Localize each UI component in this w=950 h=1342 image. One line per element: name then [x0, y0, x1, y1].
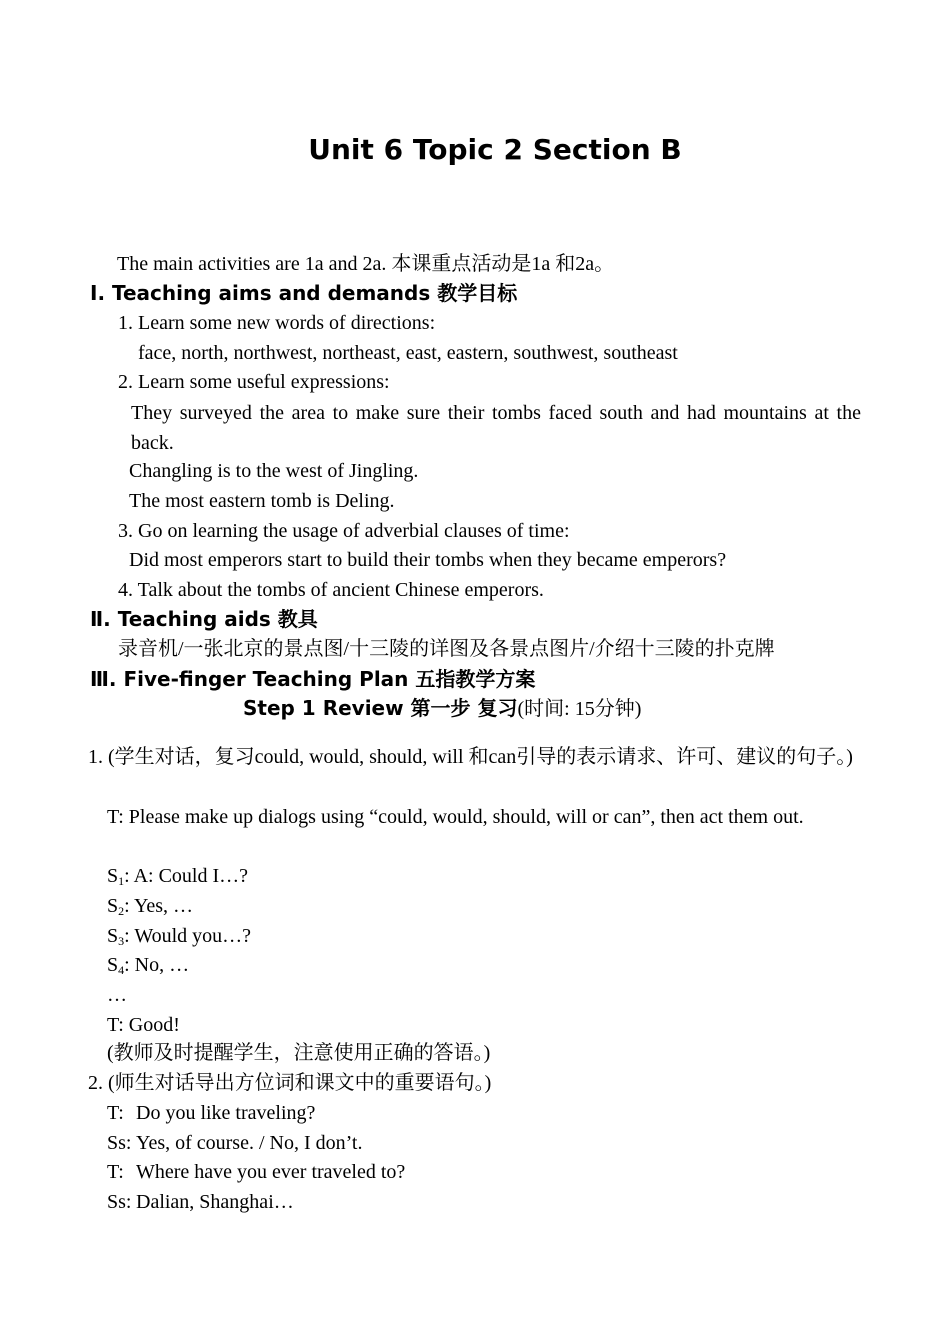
section-heading-plan: Ⅲ. Five-finger Teaching Plan 五指教学方案 [90, 667, 536, 691]
dialog-speaker: T: [107, 1102, 124, 1124]
dialog-text: Do you like traveling? [136, 1102, 316, 1124]
aim-item-2: 2. Learn some useful expressions: [118, 371, 390, 393]
ellipsis-line: … [107, 984, 127, 1006]
student-number: 4 [118, 963, 125, 977]
step-heading [243, 696, 641, 721]
student-label: S [107, 925, 119, 947]
student-number: 3 [118, 934, 125, 948]
dialog-line-4 [107, 1190, 294, 1214]
section-heading-aims: Ⅰ. Teaching aims and demands 教学目标 [90, 281, 518, 305]
teacher-prompt: T: Please make up dialogs using “could, would, should, will or can”, then act them out. [107, 806, 804, 828]
step1-paragraph-2: 2. (师生对话导出方位词和课文中的重要语句。) [88, 1072, 492, 1094]
student-line-4 [107, 953, 189, 977]
dialog-text: Dalian, Shanghai… [136, 1191, 294, 1213]
student-utterance: : Would you…? [124, 925, 252, 947]
dialog-speaker: Ss: [107, 1132, 132, 1154]
dialog-speaker: T: [107, 1161, 124, 1183]
student-line-3 [107, 924, 251, 948]
intro-text: The main activities are 1a and 2a. 本课重点活动是1a 和2a。 [117, 253, 615, 275]
aim-item-1: 1. Learn some new words of directions: [118, 312, 436, 334]
aim-item-1-words: face, north, northwest, northeast, east, eastern, southwest, southeast [138, 342, 678, 364]
aim-item-2-example-1: They surveyed the area to make sure their tombs faced south and had mountains at the back. [131, 402, 861, 454]
student-line-2 [107, 894, 193, 918]
step-title: Step 1 Review 第一步 复习 [243, 696, 518, 720]
dialog-line-2 [107, 1131, 362, 1155]
aim-item-2-example-2: Changling is to the west of Jingling. [129, 460, 419, 482]
step1-paragraph-1: 1. (学生对话，复习could, would, should, will 和can引导的表示请求、许可、建议的句子。) [88, 746, 853, 768]
student-line-1 [107, 864, 248, 888]
dialog-line-3 [107, 1160, 405, 1184]
teacher-good: T: Good! [107, 1014, 180, 1036]
student-label: S [107, 865, 119, 887]
dialog-text: Yes, of course. / No, I don’t. [136, 1132, 363, 1154]
aim-item-3-example: Did most emperors start to build their tombs when they became emperors? [129, 549, 727, 571]
student-utterance: : No, … [124, 954, 190, 976]
aim-item-4: 4. Talk about the tombs of ancient Chinese emperors. [118, 579, 544, 601]
aim-item-3: 3. Go on learning the usage of adverbial clauses of time: [118, 520, 570, 542]
dialog-line-1 [107, 1101, 315, 1125]
dialog-speaker: Ss: [107, 1191, 132, 1213]
student-utterance: : A: Could I…? [124, 865, 249, 887]
student-number: 2 [118, 904, 125, 918]
aids-content: 录音机/一张北京的景点图/十三陵的详图及各景点图片/介绍十三陵的扑克牌 [118, 638, 775, 660]
student-label: S [107, 954, 119, 976]
teacher-note: (教师及时提醒学生，注意使用正确的答语。) [107, 1042, 491, 1064]
student-label: S [107, 895, 119, 917]
step-time: (时间: 15分钟) [517, 698, 642, 720]
student-utterance: : Yes, … [124, 895, 194, 917]
page-title: Unit 6 Topic 2 Section B [308, 133, 682, 166]
student-number: 1 [118, 874, 125, 888]
aim-item-2-example-3: The most eastern tomb is Deling. [129, 490, 395, 512]
dialog-text: Where have you ever traveled to? [136, 1161, 406, 1183]
section-heading-aids: Ⅱ. Teaching aids 教具 [90, 607, 318, 631]
